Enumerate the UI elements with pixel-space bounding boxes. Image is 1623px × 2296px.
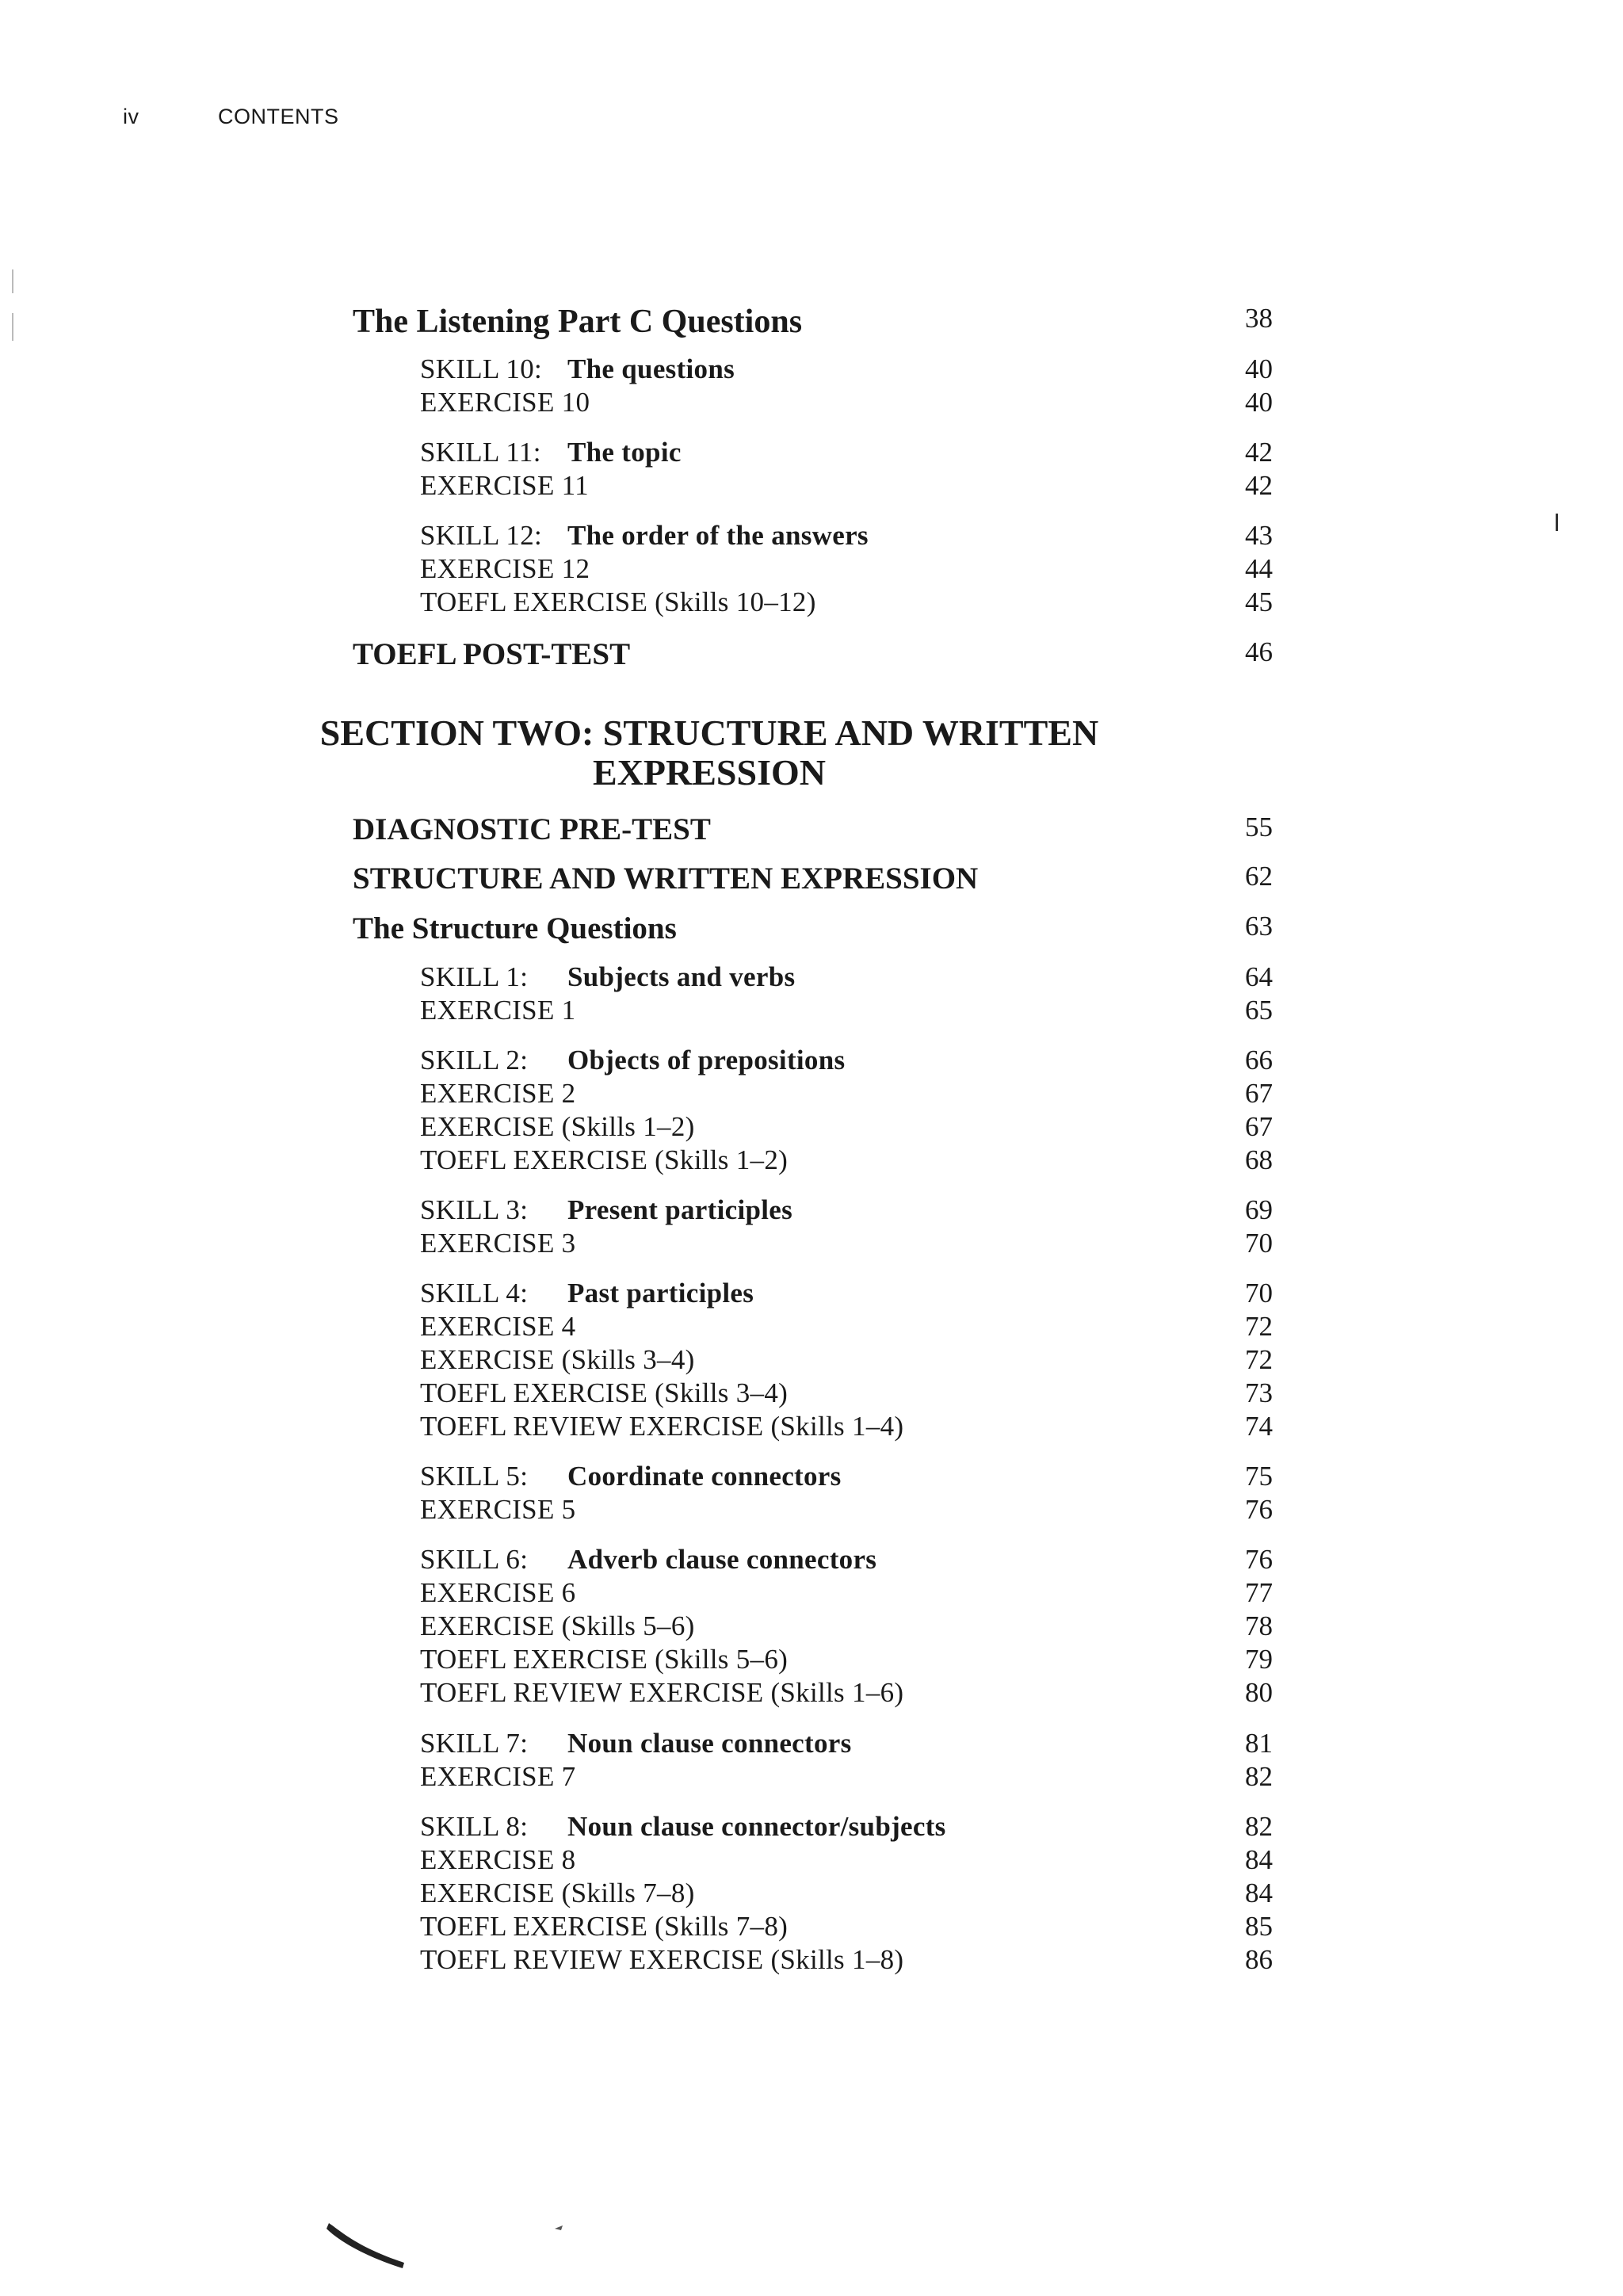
skill-title: Noun clause connectors	[567, 1728, 852, 1759]
toc-entry-label: TOEFL EXERCISE (Skills 5–6)	[420, 1644, 789, 1675]
skill-title: Adverb clause connectors	[567, 1544, 877, 1575]
skill-number: SKILL 12:	[420, 520, 543, 551]
toc-entry-label: TOEFL EXERCISE (Skills 1–2)	[420, 1144, 789, 1175]
toc-exercise-entry	[0, 1944, 1623, 1979]
toc-exercise-entry	[0, 1144, 1623, 1179]
toc-heading	[0, 861, 1623, 896]
toc-skill-entry	[0, 520, 1623, 555]
toc-heading	[0, 303, 1623, 338]
toc-page-number: 72	[1245, 1344, 1273, 1375]
running-head-title: CONTENTS	[218, 105, 339, 128]
toc-entry-label	[420, 1045, 845, 1076]
toc-entry-label	[420, 520, 869, 552]
toc-page-number: 67	[1245, 1078, 1273, 1109]
toc-entry-label: STRUCTURE AND WRITTEN EXPRESSION	[353, 861, 979, 896]
toc-entry-label	[420, 1811, 946, 1843]
toc-entry-label: EXERCISE 6	[420, 1577, 576, 1608]
toc-entry-label: The Structure Questions	[353, 911, 677, 946]
toc-skill-entry	[0, 1728, 1623, 1763]
skill-title: The order of the answers	[567, 520, 869, 551]
toc-entry-label: EXERCISE 4	[420, 1311, 576, 1342]
toc-page-number: 68	[1245, 1144, 1273, 1175]
section-title-line-2: EXPRESSION	[593, 752, 826, 793]
toc-entry-label: EXERCISE 12	[420, 553, 590, 584]
toc-entry-label: DIAGNOSTIC PRE-TEST	[353, 812, 711, 846]
toc-skill-entry	[0, 1461, 1623, 1496]
skill-number: SKILL 5:	[420, 1461, 529, 1492]
toc-exercise-entry	[0, 1610, 1623, 1645]
toc-entry-label: The Listening Part C Questions	[353, 304, 803, 340]
toc-exercise-entry	[0, 387, 1623, 422]
skill-number: SKILL 7:	[420, 1728, 529, 1759]
toc-entry-label: EXERCISE 8	[420, 1844, 576, 1875]
skill-number: SKILL 4:	[420, 1278, 529, 1308]
toc-exercise-entry	[0, 586, 1623, 621]
toc-entry-label: EXERCISE (Skills 3–4)	[420, 1344, 695, 1375]
toc-entry-label: EXERCISE 7	[420, 1761, 576, 1792]
toc-exercise-entry	[0, 1677, 1623, 1712]
toc-exercise-entry	[0, 1878, 1623, 1912]
skill-title: The topic	[567, 437, 682, 468]
skill-title: Subjects and verbs	[567, 961, 796, 992]
toc-exercise-entry	[0, 1844, 1623, 1879]
toc-skill-entry	[0, 353, 1623, 388]
toc-page-number: 76	[1245, 1494, 1273, 1525]
toc-exercise-entry	[0, 1911, 1623, 1946]
toc-entry-label: EXERCISE (Skills 1–2)	[420, 1111, 695, 1142]
toc-entry-label: EXERCISE 11	[420, 470, 589, 501]
toc-page-number: 82	[1245, 1761, 1273, 1792]
toc-page-number: 70	[1245, 1278, 1273, 1308]
skill-title: Coordinate connectors	[567, 1461, 842, 1492]
toc-skill-entry	[0, 1045, 1623, 1079]
toc-exercise-entry	[0, 1761, 1623, 1796]
toc-page-number: 44	[1245, 553, 1273, 584]
page-folio: iv	[123, 105, 139, 128]
toc-page-number: 75	[1245, 1461, 1273, 1492]
skill-number: SKILL 6:	[420, 1544, 529, 1575]
toc-entry-label: EXERCISE 3	[420, 1228, 576, 1259]
toc-skill-entry	[0, 961, 1623, 996]
toc-entry-label	[420, 437, 682, 468]
toc-entry-label: TOEFL REVIEW EXERCISE (Skills 1–8)	[420, 1944, 904, 1975]
toc-entry-label	[420, 1544, 876, 1576]
toc-skill-entry	[0, 1194, 1623, 1229]
toc-page-number: 63	[1245, 911, 1273, 942]
toc-page-number: 42	[1245, 470, 1273, 501]
toc-page-number: 72	[1245, 1311, 1273, 1342]
toc-exercise-entry	[0, 1111, 1623, 1146]
toc-page-number: 81	[1245, 1728, 1273, 1759]
skill-number: SKILL 1:	[420, 961, 529, 992]
toc-exercise-entry	[0, 1577, 1623, 1612]
skill-number: SKILL 3:	[420, 1194, 529, 1225]
skill-number: SKILL 2:	[420, 1045, 529, 1075]
toc-entry-label: EXERCISE 2	[420, 1078, 576, 1109]
toc-page-number: 78	[1245, 1610, 1273, 1641]
toc-exercise-entry	[0, 1344, 1623, 1379]
toc-page-number: 79	[1245, 1644, 1273, 1675]
toc-entry-label: EXERCISE (Skills 7–8)	[420, 1878, 695, 1908]
toc-page-number: 70	[1245, 1228, 1273, 1259]
toc-entry-label: TOEFL POST-TEST	[353, 637, 631, 671]
toc-page-number: 40	[1245, 387, 1273, 418]
toc-page-number: 82	[1245, 1811, 1273, 1842]
scan-mark	[1556, 514, 1558, 531]
toc-entry-label: EXERCISE 1	[420, 995, 576, 1026]
toc-page-number: 46	[1245, 636, 1273, 667]
toc-entry-label: TOEFL EXERCISE (Skills 7–8)	[420, 1911, 789, 1942]
toc-exercise-entry	[0, 553, 1623, 588]
section-two-title	[285, 713, 1133, 793]
toc-heading	[0, 911, 1623, 946]
toc-page-number: 45	[1245, 586, 1273, 617]
skill-title: The questions	[567, 353, 735, 384]
toc-heading	[0, 636, 1623, 671]
toc-page-number: 69	[1245, 1194, 1273, 1225]
skill-title: Noun clause connector/subjects	[567, 1811, 946, 1842]
scan-mark	[12, 313, 13, 341]
toc-page-number: 84	[1245, 1844, 1273, 1875]
section-title-line-1: SECTION TWO: STRUCTURE AND WRITTEN	[319, 712, 1099, 753]
toc-skill-entry	[0, 1278, 1623, 1312]
toc-page-number: 76	[1245, 1544, 1273, 1575]
skill-title: Present participles	[567, 1194, 793, 1225]
toc-entry-label: TOEFL EXERCISE (Skills 10–12)	[420, 586, 816, 617]
toc-page-number: 43	[1245, 520, 1273, 551]
toc-page-number: 64	[1245, 961, 1273, 992]
toc-exercise-entry	[0, 1377, 1623, 1412]
toc-exercise-entry	[0, 1078, 1623, 1113]
toc-entry-label: EXERCISE (Skills 5–6)	[420, 1610, 695, 1641]
skill-number: SKILL 8:	[420, 1811, 529, 1842]
toc-page-number: 66	[1245, 1045, 1273, 1075]
skill-title: Past participles	[567, 1278, 754, 1308]
toc-exercise-entry	[0, 995, 1623, 1030]
toc-page-number: 73	[1245, 1377, 1273, 1408]
toc-entry-label	[420, 961, 795, 993]
running-head	[123, 105, 339, 129]
toc-page-number: 42	[1245, 437, 1273, 468]
toc-skill-entry	[0, 437, 1623, 472]
scan-smudge	[325, 2219, 586, 2283]
toc-skill-entry	[0, 1811, 1623, 1846]
toc-exercise-entry	[0, 1228, 1623, 1263]
toc-page-number: 80	[1245, 1677, 1273, 1708]
toc-entry-label: TOEFL EXERCISE (Skills 3–4)	[420, 1377, 789, 1408]
scan-mark	[12, 269, 13, 293]
toc-page-number: 65	[1245, 995, 1273, 1026]
toc-page-number: 86	[1245, 1944, 1273, 1975]
toc-page-number: 67	[1245, 1111, 1273, 1142]
toc-page-number: 85	[1245, 1911, 1273, 1942]
toc-entry-label	[420, 1728, 852, 1759]
toc-page-number: 84	[1245, 1878, 1273, 1908]
toc-entry-label	[420, 1278, 754, 1309]
toc-entry-label: TOEFL REVIEW EXERCISE (Skills 1–6)	[420, 1677, 904, 1708]
toc-exercise-entry	[0, 1494, 1623, 1529]
toc-page-number: 38	[1245, 303, 1273, 334]
toc-page-number: 77	[1245, 1577, 1273, 1608]
toc-entry-label	[420, 1194, 792, 1226]
toc-exercise-entry	[0, 1644, 1623, 1679]
toc-page-number: 74	[1245, 1411, 1273, 1442]
toc-entry-label	[420, 1461, 842, 1492]
toc-entry-label: TOEFL REVIEW EXERCISE (Skills 1–4)	[420, 1411, 904, 1442]
skill-number: SKILL 10:	[420, 353, 543, 384]
toc-page-number: 40	[1245, 353, 1273, 384]
skill-number: SKILL 11:	[420, 437, 541, 468]
skill-title: Objects of prepositions	[567, 1045, 846, 1075]
toc-entry-label	[420, 353, 735, 385]
toc-entry-label: EXERCISE 10	[420, 387, 590, 418]
toc-entry-label: EXERCISE 5	[420, 1494, 576, 1525]
toc-heading	[0, 812, 1623, 846]
toc-skill-entry	[0, 1544, 1623, 1579]
toc-page-number: 62	[1245, 861, 1273, 892]
toc-page-number: 55	[1245, 812, 1273, 842]
toc-exercise-entry	[0, 470, 1623, 505]
toc-exercise-entry	[0, 1311, 1623, 1346]
toc-exercise-entry	[0, 1411, 1623, 1446]
